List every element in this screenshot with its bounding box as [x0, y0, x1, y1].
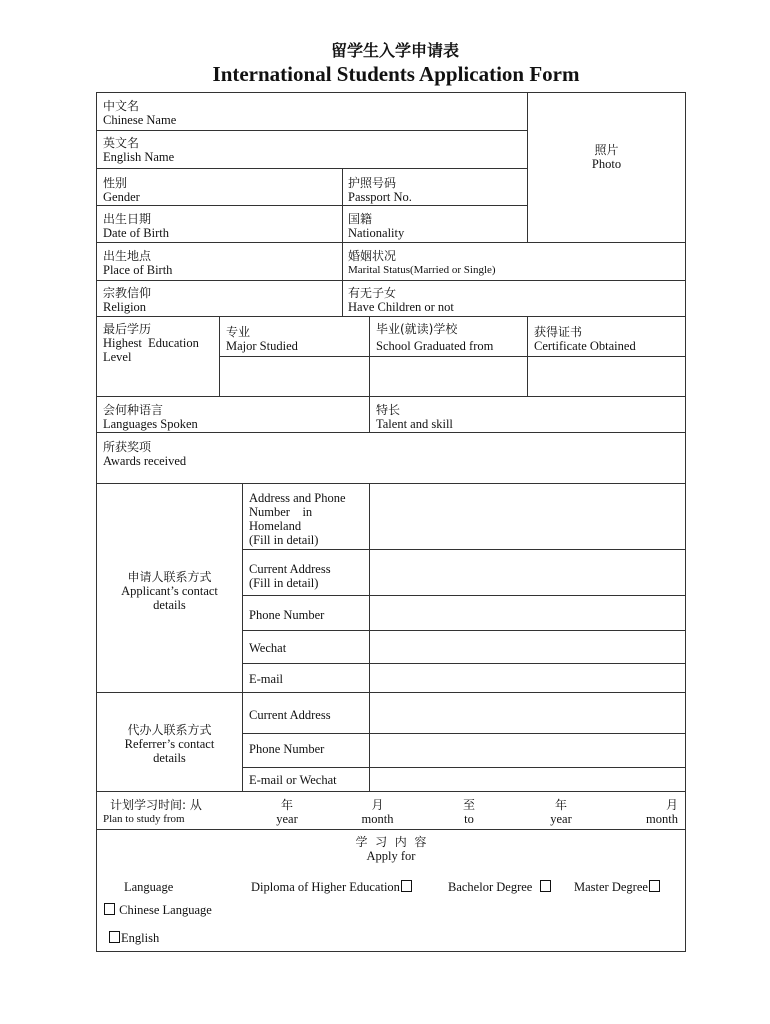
languages-label-en: Languages Spoken: [103, 417, 198, 431]
current-address-label: [249, 562, 331, 590]
referrer-phone-input[interactable]: [370, 734, 685, 767]
photo-label-cn: 照片: [594, 143, 619, 157]
applicant-contact-label-en-details: details: [153, 598, 186, 612]
passport-label-cn: 护照号码: [348, 176, 397, 190]
children-field[interactable]: [348, 286, 454, 314]
talent-field[interactable]: [376, 403, 453, 431]
column-divider: [219, 316, 220, 397]
email-label: E-mail: [249, 672, 284, 686]
chinese-language-option[interactable]: [103, 903, 212, 917]
gender-field[interactable]: [103, 176, 140, 204]
major-label-cn: 专业: [226, 325, 251, 339]
education-field[interactable]: [103, 322, 199, 364]
applicant-contact-heading: [97, 570, 242, 612]
plan-to-month-cn: 月: [665, 798, 678, 812]
home-address-line-1: Address and Phone: [249, 491, 346, 505]
home-address-line-4: (Fill in detail): [249, 533, 319, 547]
column-divider: [369, 316, 370, 397]
photo-label-en: Photo: [591, 157, 622, 171]
marital-field[interactable]: [348, 249, 496, 277]
languages-label-cn: 会何种语言: [103, 403, 164, 417]
home-address-line-3: Homeland: [249, 519, 302, 533]
chinese-name-label-cn: 中文名: [103, 99, 140, 113]
marital-label-en: Marital Status(Married or Single): [348, 264, 496, 276]
english-name-field[interactable]: [103, 136, 174, 164]
row-divider: [96, 829, 686, 830]
table-border-left: [96, 92, 97, 952]
gender-label-en: Gender: [103, 190, 140, 204]
master-checkbox[interactable]: [649, 880, 660, 892]
major-label-en: Major Studied: [226, 339, 298, 353]
row-divider: [96, 205, 527, 206]
home-address-line-2: Number in: [249, 505, 313, 519]
religion-label-en: Religion: [103, 300, 147, 314]
row-divider: [96, 242, 686, 243]
awards-label-en: Awards received: [103, 454, 187, 468]
apply-for-heading: [96, 835, 686, 863]
wechat-label: Wechat: [249, 641, 287, 655]
marital-label-cn: 婚姻状况: [348, 249, 397, 263]
current-address-line-2: (Fill in detail): [249, 576, 319, 590]
home-address-label: [249, 491, 346, 547]
row-divider: [96, 791, 686, 792]
phone-input[interactable]: [370, 596, 685, 630]
column-divider: [242, 483, 243, 791]
children-label-en: Have Children or not: [348, 300, 454, 314]
plan-to-year[interactable]: [536, 798, 586, 826]
diploma-checkbox[interactable]: [401, 880, 412, 892]
english-option[interactable]: [108, 931, 159, 945]
referrer-contact-label-en-details: details: [153, 751, 186, 765]
certificate-label-en: Certificate Obtained: [534, 339, 636, 353]
row-divider: [96, 168, 527, 169]
chinese-language-checkbox[interactable]: [104, 903, 115, 915]
row-divider: [96, 316, 686, 317]
school-label-cn: 毕业(就读)学校: [376, 322, 458, 336]
current-address-input[interactable]: [370, 550, 685, 595]
home-address-input[interactable]: [370, 484, 685, 549]
applicant-contact-label-en: Applicant’s contact: [121, 584, 218, 598]
languages-field[interactable]: [103, 403, 198, 431]
form-title-english: International Students Application Form: [212, 62, 580, 86]
referrer-email-wechat-input[interactable]: [370, 768, 685, 791]
talent-label-cn: 特长: [376, 403, 401, 417]
referrer-contact-heading: [97, 723, 242, 765]
photo-box[interactable]: [528, 143, 685, 171]
wechat-input[interactable]: [370, 631, 685, 663]
passport-label-en: Passport No.: [348, 190, 412, 204]
row-divider: [96, 130, 527, 131]
diploma-label: Diploma of Higher Education: [251, 880, 400, 894]
dob-label-en: Date of Birth: [103, 226, 169, 240]
row-divider: [219, 356, 686, 357]
plan-to: [449, 798, 489, 826]
pob-field[interactable]: [103, 249, 172, 277]
nationality-field[interactable]: [348, 212, 404, 240]
referrer-phone-label: Phone Number: [249, 742, 325, 756]
english-label: English: [121, 931, 160, 945]
talent-label-en: Talent and skill: [376, 417, 453, 431]
education-label-cn: 最后学历: [103, 322, 152, 336]
column-divider: [527, 316, 528, 397]
plan-label: [103, 798, 202, 826]
pob-label-cn: 出生地点: [103, 249, 152, 263]
bachelor-checkbox[interactable]: [540, 880, 551, 892]
bachelor-label: Bachelor Degree: [448, 880, 533, 894]
school-field[interactable]: [376, 322, 493, 353]
chinese-name-field[interactable]: [103, 99, 176, 127]
applicant-contact-label-cn: 申请人联系方式: [127, 570, 212, 584]
apply-for-label-en: Apply for: [366, 849, 416, 863]
table-border-bottom: [96, 951, 686, 952]
row-divider: [96, 396, 686, 397]
table-border-right: [685, 92, 686, 952]
row-divider: [96, 280, 686, 281]
referrer-email-wechat-label: E-mail or Wechat: [249, 773, 337, 787]
nationality-label-en: Nationality: [348, 226, 405, 240]
form-title-chinese: 留学生入学申请表: [330, 41, 459, 60]
religion-field[interactable]: [103, 286, 151, 314]
school-label-en: School Graduated from: [376, 339, 494, 353]
phone-label: Phone Number: [249, 608, 325, 622]
dob-field[interactable]: [103, 212, 169, 240]
row-divider: [96, 432, 686, 433]
education-label-en-level: Level: [103, 350, 132, 364]
education-label-en: Highest Education: [103, 336, 199, 350]
chinese-name-label-en: Chinese Name: [103, 113, 177, 127]
english-name-label-cn: 英文名: [103, 136, 140, 150]
email-input[interactable]: [370, 664, 685, 692]
dob-label-cn: 出生日期: [103, 212, 152, 226]
referrer-address-input[interactable]: [370, 693, 685, 733]
plan-from-year-cn: 年: [280, 798, 293, 812]
awards-field[interactable]: [103, 440, 186, 468]
plan-label-cn: 计划学习时间: 从: [110, 798, 202, 812]
plan-label-en: Plan to study from: [103, 813, 185, 825]
awards-label-cn: 所获奖项: [103, 440, 152, 454]
apply-for-label-cn: 学 习 内 容: [355, 835, 427, 849]
column-divider: [342, 168, 343, 317]
plan-to-year-cn: 年: [554, 798, 567, 812]
certificate-field[interactable]: [534, 325, 636, 353]
certificate-label-cn: 获得证书: [534, 325, 583, 339]
referrer-contact-label-en: Referrer’s contact: [124, 737, 215, 751]
plan-from-month-cn: 月: [371, 798, 384, 812]
chinese-language-label: Chinese Language: [119, 903, 212, 917]
children-label-cn: 有无子女: [348, 286, 397, 300]
column-divider: [369, 396, 370, 433]
plan-to-month[interactable]: [632, 798, 678, 826]
plan-to-month-en: month: [646, 812, 678, 826]
table-border-top: [96, 92, 686, 93]
plan-to-cn: 至: [462, 798, 475, 812]
plan-from-year-en: year: [276, 812, 298, 826]
pob-label-en: Place of Birth: [103, 263, 173, 277]
current-address-line-1: Current Address: [249, 562, 331, 576]
nationality-label-cn: 国籍: [348, 212, 373, 226]
plan-to-year-en: year: [550, 812, 572, 826]
language-option-label: Language: [124, 880, 174, 894]
master-option[interactable]: [574, 880, 661, 894]
gender-label-cn: 性别: [103, 176, 128, 190]
bachelor-option[interactable]: [448, 880, 552, 894]
english-checkbox[interactable]: [109, 931, 120, 943]
plan-from-year[interactable]: [262, 798, 312, 826]
plan-from-month-en: month: [361, 812, 394, 826]
master-label: Master Degree: [574, 880, 648, 894]
english-name-label-en: English Name: [103, 150, 175, 164]
plan-to-en: to: [464, 812, 474, 826]
referrer-address-label: Current Address: [249, 708, 331, 722]
major-field[interactable]: [226, 325, 298, 353]
religion-label-cn: 宗教信仰: [103, 286, 152, 300]
diploma-option[interactable]: [251, 880, 413, 894]
plan-from-month[interactable]: [350, 798, 405, 826]
referrer-contact-label-cn: 代办人联系方式: [127, 723, 212, 737]
passport-field[interactable]: [348, 176, 412, 204]
